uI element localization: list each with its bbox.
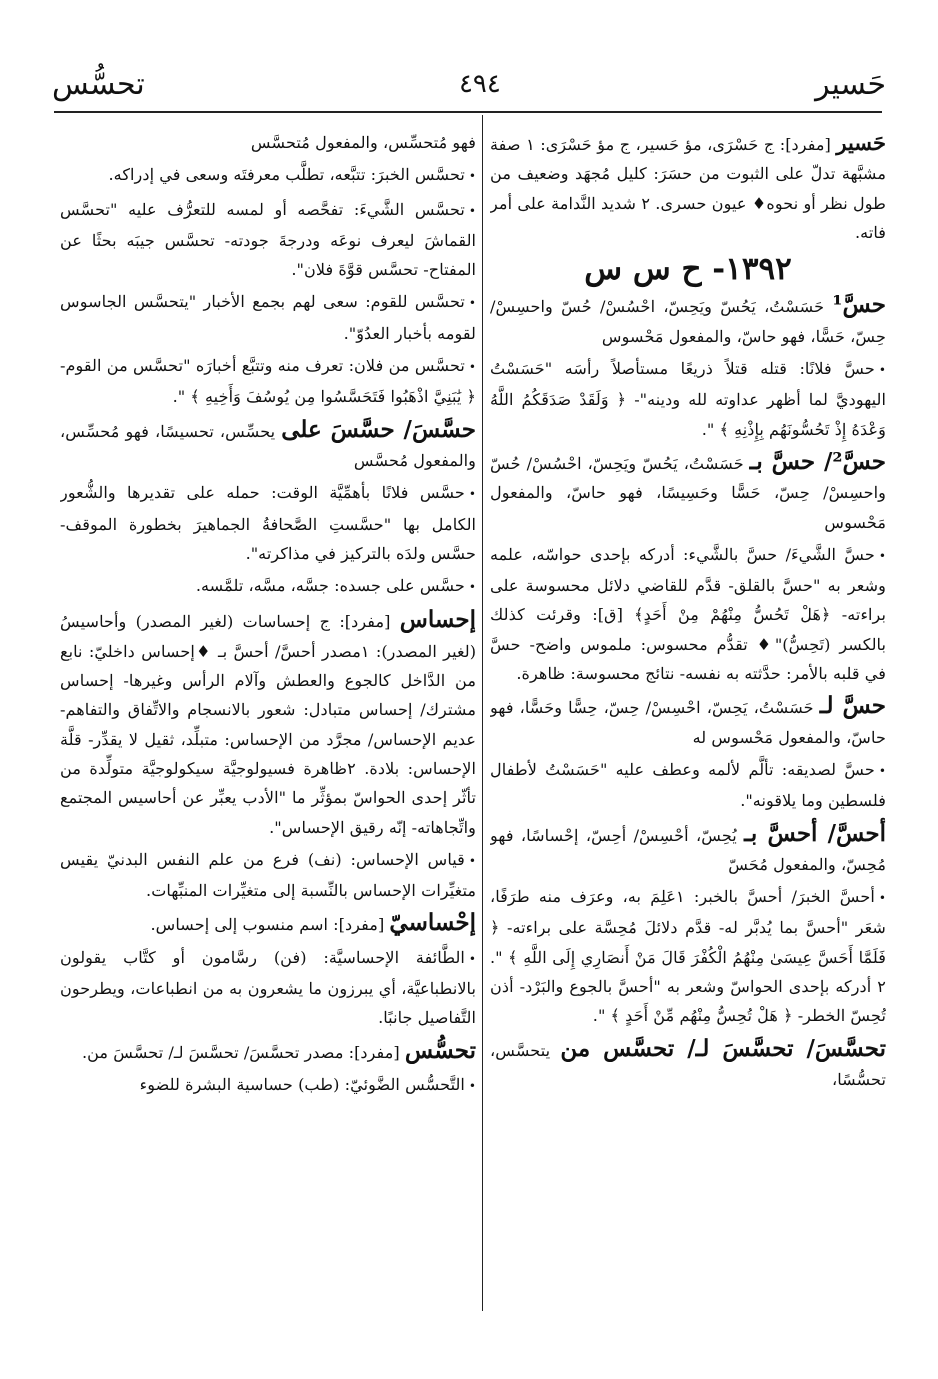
continuation-line: فهو مُتحسِّس، والمفعول مُتحسَّس: [250, 133, 476, 152]
column-separator: [482, 115, 483, 1311]
right-column: [490, 128, 886, 1309]
sense-text: قياس الإحساس: (نف) فرع من علم النفس البدنيّ يقيس متغيِّرات الإحساس بالنِّسبة إلى متغيِّرات المنبِّهات.: [60, 849, 476, 901]
entry-text: يحسِّس، تحسيسًا، فهو مُحسِّس، والمفعول مُحسَّس: [60, 421, 476, 470]
bullet-icon: •: [468, 951, 476, 966]
root-heading: ١٣٩٢- ح س س: [584, 251, 792, 288]
bullet-icon: •: [468, 296, 476, 311]
bullet-icon: •: [878, 891, 886, 906]
page-number: ٤٩٤: [458, 69, 501, 99]
sense-text: حسَّ فلانًا: قتله قتلاً ذريعًا مستأصلاً رأسَه "حَسَسْتُ اليهوديَّ لما أظهر عداوته لله ودينه"- ﴿ وَلَقَدْ صَدَقَكُمُ اللَّهُ وَعْدَهُ إِذْ تَحُسُّونَهُم بِإِذْنِهِ ﴾ ".: [490, 359, 886, 439]
sense: [60, 845, 476, 906]
sense: [60, 478, 476, 568]
sense: [490, 882, 886, 1030]
sense-text: تحسَّس الخبرَ: تتبَّعه، تطلَّب معرفتَه وسعى في إدراكه.: [108, 165, 465, 185]
sense-text: حسَّس على جسده: جسَّه، مسَّه، تلمَّسه.: [195, 576, 465, 596]
bullet-icon: •: [878, 763, 886, 778]
entry-text: حَسَسْتُ، يَحِسّ، احْسِسْ/ حِسّ، حِسًّا وحَسًّا، فهو حاسّ، والمفعول مَحْسوس له: [490, 698, 886, 747]
entry-ihsasi: [60, 908, 476, 939]
header-guide-word-left: تحسُّس: [52, 66, 145, 102]
bullet-icon: •: [878, 363, 886, 378]
bullet-icon: •: [468, 1078, 476, 1093]
entry-text: [مفرد]: ج حَسْرَى، مؤ حَسير، ج مؤ حَسْرَى: ١ صفة مشبَّهة تدلّ على الثبوت من حسَرَ: كليل مُجهَد وضعيف من طول نظر أو نحوه♦ عيون حسرى. ٢ شديد النَّدامة على أمر فاته.: [490, 135, 886, 242]
bullet-icon: •: [468, 169, 476, 184]
entry-hassa-1: [490, 290, 886, 351]
entry-hassa-2: [490, 447, 886, 537]
entry-tahassasa: [490, 1034, 886, 1095]
headword: إحساس: [399, 606, 476, 634]
bullet-icon: •: [468, 360, 476, 375]
entry-text: يتحسَّس، تحسُّسًا،: [490, 1040, 886, 1089]
sense: [60, 1070, 476, 1101]
page-header: [52, 62, 886, 106]
headword: تحسَّسَ/ تحسَّسَ لـ/ تحسَّس من: [560, 1034, 886, 1062]
entry-text: حَسَسْتُ، يَحُسّ ويَحِسّ، احْسُسْ/ حُسّ واحسِسْ/ حِسّ، حَسًّا وحَسِيسًا، فهو حاسّ، والمفعول مَحْسوس: [490, 453, 886, 532]
entry-ihsas: [60, 605, 476, 841]
sense: [60, 160, 476, 191]
headword: حسَّ²/ حسَّ بـ: [749, 447, 886, 475]
entry-text: [مفرد]: اسم منسوب إلى إحساس.: [150, 915, 385, 935]
entry-tahassus: [60, 1036, 476, 1067]
sense-text: الطَّائفة الإحساسيَّة: (فن) رسَّامون أو كتَّاب يقولون بالانطباعيَّة، أي يبرزون ما يشعرون به من انطباعات، ويطرحون التَّفاصيل جانبًا.: [60, 947, 476, 1028]
left-column: [60, 128, 476, 1309]
headword: حَسير: [836, 130, 886, 155]
sense: [490, 755, 886, 816]
entry-text: [مفرد]: ج إحساسات (لغير المصدر) وأحاسيسُ (لغير المصدر): ١مصدر أحسَّ/ أحسَّ بـ ♦إحساس داخليّ: نابع من الدَّاخل كالجوع والعطش وآلام الرأس وغيرها- إحساس مشترك/ إحساس متبادل: شعور بالانسجام والاتِّفاق والتفاهم- عديم الإحساس/ مجرَّد من الإحساس: متبلِّد، ثقيل لا يقدِّر- قلَّة الإحساس: بلادة. ٢ظاهرة فسيولوجيَّة سيكولوجيَّة متولِّدة من تأثّر إحدى الحواسّ بمؤثِّر ما "الأدب يعبِّر عن أحاسيس المجتمع واتِّجاهاته- إنّه رقيق الإحساس".: [60, 612, 476, 837]
bullet-icon: •: [878, 548, 886, 563]
bullet-icon: •: [468, 203, 476, 218]
entry-ahassa: [490, 819, 886, 880]
sense-text: أحسَّ الخبرَ/ أحسَّ بالخبر: ١عَلِمَ به، وعرَف منه طرَفًا، شعَر "أحسَّ بما يُدبَّر له- قدَّم دلائلَ مُحِسَّة على براءته- ﴿ فَلَمَّا أَحَسَّ عِيسَىٰ مِنْهُمُ الْكُفْرَ قَالَ مَنْ أَنصَارِي إِلَى اللَّهِ ﴾ ". ٢ أدركه بإحدى الحواسّ وشعر به "أحسَّ بالجوع والبَرْد- أذن تُحِسّ الخطر- ﴿ هَلْ تُحِسُّ مِنْهُم مِّنْ أَحَدٍ ﴾ ".: [490, 887, 886, 1026]
sense: [490, 540, 886, 688]
sense: [60, 571, 476, 602]
sense: [60, 943, 476, 1033]
sense: [490, 354, 886, 444]
entry-text: حَسَسْتُ، يَحُسّ ويَحِسّ، احْسُسْ/ حُسّ واحسِسْ/ حِسّ، حَسًّا، فهو حاسّ، والمفعول مَحْسوس: [490, 297, 886, 346]
headword: حسَّ¹: [832, 291, 886, 319]
sense: [60, 287, 476, 348]
headword: تحسُّس: [404, 1036, 476, 1064]
sense-text: التَّحسُّس الضَّوئيّ: (طب) حساسية البشرة للضوء: [139, 1074, 465, 1094]
entry-text: يُحِسّ، أحْسِسْ/ أحِسّ، إحْساسًا، فهو مُحِسّ، والمفعول مُحَسّ: [490, 825, 886, 874]
sense: [60, 351, 476, 412]
sense: [60, 195, 476, 285]
headword: حسَّسَ/ حسَّسَ على: [281, 415, 476, 443]
headword: أحسَّ/ أحسَّ بـ: [744, 819, 886, 847]
entry-hasir: [490, 128, 886, 247]
bullet-icon: •: [468, 580, 476, 595]
entry-hassasa: [60, 415, 476, 476]
bullet-icon: •: [468, 853, 476, 868]
headword: إحْساسيّ: [389, 909, 476, 937]
sense-text: حسَّس فلانًا بأهمِّيَّة الوقت: حمله على تقديرها والشُّعور الكامل بها "حسَّستِ الصَّحافةُ الجماهيرَ بخطورة الموقف- حسَّس ولدَه بالتركيز في مذاكرته".: [60, 483, 476, 563]
sense-text: تحسَّس من فلان: تعرف منه وتتبَّع أخبارَه "تحسَّس من القوم- ﴿ يَٰبَنِيَّ اذْهَبُوا فَتَحَسَّسُوا مِن يُوسُفَ وَأَخِيهِ ﴾ ".: [60, 356, 476, 407]
bullet-icon: •: [468, 487, 476, 502]
headword: حسَّ لـ: [819, 692, 886, 720]
sense-text: حسَّ لصديقه: تألَّم لألمه وعطف عليه "حَسَسْتُ لأطفال فلسطين وما يلاقونه".: [490, 759, 886, 811]
sense-text: تحسَّس الشَّيءَ: تفحَّصه أو لمسه للتعرُّف عليه "تحسَّس القماشَ ليعرف نوعَه ودرجةَ جودته- تحسَّس جيبَه بحثًا عن المفتاح- تحسَّس قوَّةَ فلان".: [60, 199, 476, 280]
header-guide-word-right: حَسير: [815, 66, 886, 102]
sense-text: تحسَّس للقوم: سعى لهم بجمع الأخبار "يتحسَّس الجاسوس لقومه بأخبار العدُوّ".: [60, 292, 476, 343]
header-rule: [54, 111, 882, 113]
entry-text: [مفرد]: مصدر تحسَّسَ/ تحسَّسَ لـ/ تحسَّسَ من.: [81, 1042, 400, 1062]
entry-hassa-li: [490, 691, 886, 752]
sense-text: حسَّ الشَّيءَ/ حسَّ بالشَّيء: أدركه بإحدى حواسّه، علمه وشعر به "حسَّ بالقلق- قدَّم للقاضي دلائل محسوسة على براءته- ﴿هَلْ تَحُسُّ مِنْهُمْ مِنْ أَحَدٍ﴾ [ق]: وقرئت كذلك بالكسر (تَحِسُّ)"♦ تقدُّم محسوس: ملموس واضح- حسَّ في قلبه بالأمر: حدَّثته به نفسه- نتائج محسوسة: ظاهرة.: [490, 544, 886, 684]
